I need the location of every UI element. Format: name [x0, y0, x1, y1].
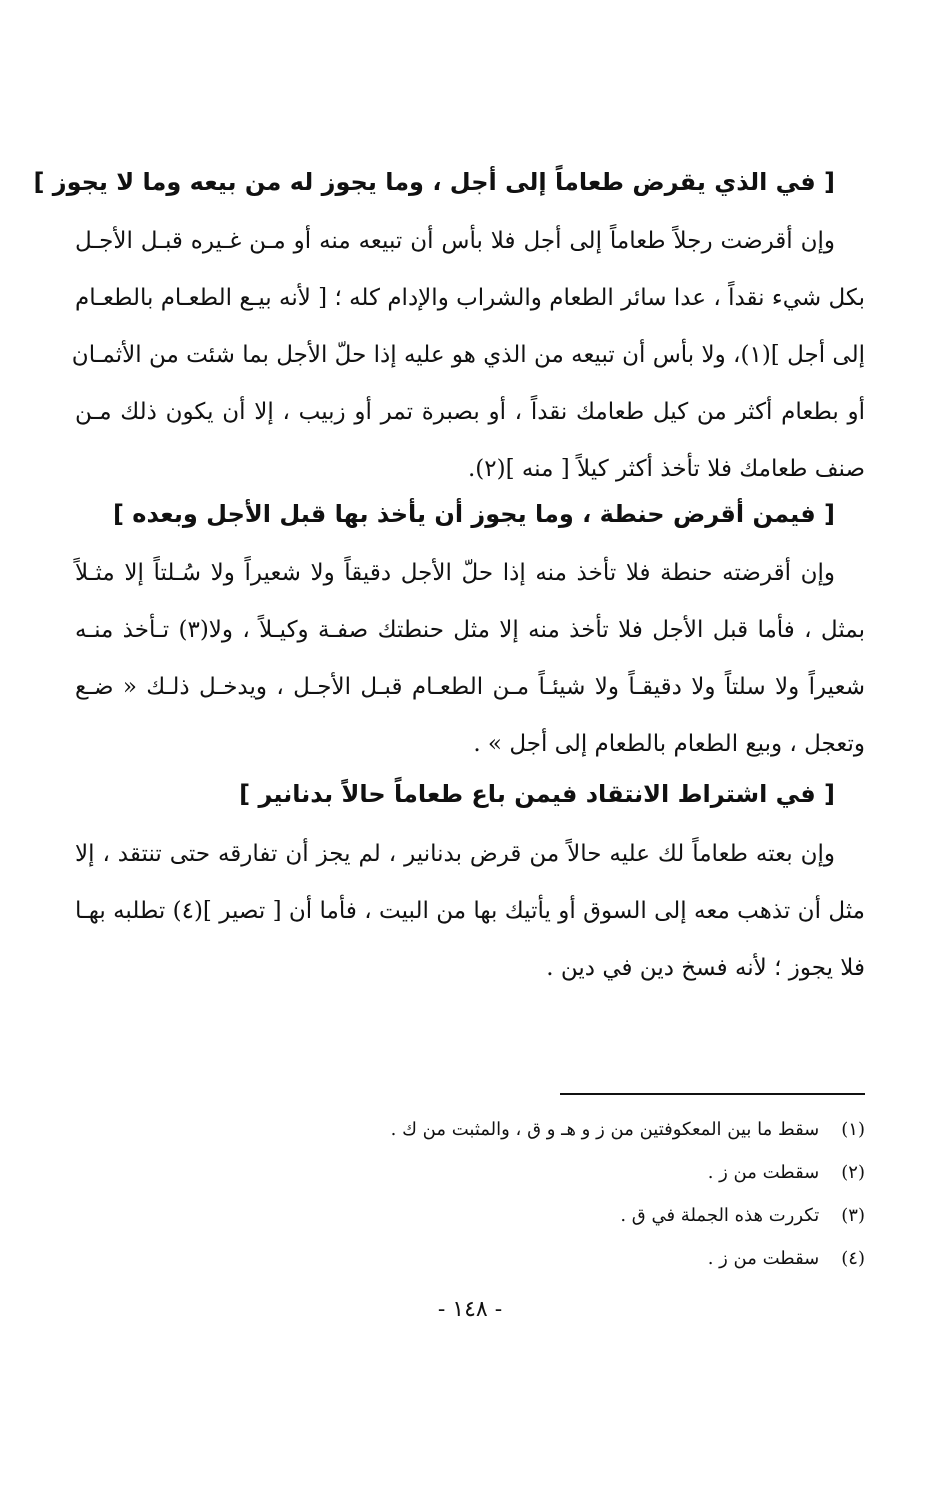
footnotes-list: [75, 1108, 865, 1280]
footnote-text: تكررت هذه الجملة في ق .: [620, 1205, 820, 1226]
paragraph-line: صنف طعامك فلا تأخذ أكثر كيلاً [ منه ](٢).: [467, 456, 865, 482]
footnote-item: [75, 1194, 865, 1237]
paragraph-line: فلا يجوز ؛ لأنه فسخ دين في دين .: [546, 955, 865, 981]
page-number: - ١٤٨ -: [437, 1297, 503, 1322]
paragraph-line: وتعجل ، وبيع الطعام بالطعام إلى أجل » .: [473, 731, 865, 757]
paragraph-line: وإن أقرضته حنطة فلا تأخذ منه إذا حلّ الأجل دقيقاً ولا شعيراً ولا سُـلتاً إلا مثـلاً: [75, 560, 835, 586]
section-paragraph-2: [75, 545, 865, 773]
footnote-item: [75, 1151, 865, 1194]
footnote-divider: [560, 1093, 865, 1095]
section-paragraph-1: [71, 213, 865, 498]
footnote-number: (٤): [841, 1248, 865, 1269]
paragraph-line: بكل شيء نقداً ، عدا سائر الطعام والشراب والإدام كله ؛ [ لأنه بيـع الطعـام بالطعـام: [75, 285, 865, 311]
footnote-text: سقطت من ز .: [707, 1248, 820, 1269]
book-page: [33, 0, 865, 1493]
section-paragraph-3: [75, 826, 865, 997]
paragraph-line: وإن أقرضت رجلاً طعاماً إلى أجل فلا بأس أن تبيعه منه أو مـن غـيره قبـل الأجـل: [75, 228, 835, 254]
footnote-item: [75, 1108, 865, 1151]
paragraph-line: وإن بعته طعاماً لك عليه حالاً من قرض بدنانير ، لم يجز أن تفارقه حتى تنتقد ، إلا: [75, 841, 835, 867]
section-heading-3: [ في اشتراط الانتقاد فيمن باع طعاماً حالاً بدنانير ]: [239, 780, 835, 808]
paragraph-line: بمثل ، فأما قبل الأجل فلا تأخذ منه إلا مثل حنطتك صفـة وكيـلاً ، ولا(٣) تـأخذ منـه: [75, 617, 865, 643]
footnote-number: (٢): [841, 1162, 865, 1183]
paragraph-line: إلى أجل ](١)، ولا بأس أن تبيعه من الذي هو عليه إذا حلّ الأجل بما شئت من الأثمـان: [71, 342, 865, 368]
paragraph-line: مثل أن تذهب معه إلى السوق أو يأتيك بها من البيت ، فأما أن [ تصير ](٤) تطلبه بهـا: [75, 898, 865, 924]
footnote-number: (١): [841, 1119, 865, 1140]
footnote-text: سقطت من ز .: [707, 1162, 820, 1183]
footnote-item: [75, 1237, 865, 1280]
paragraph-line: أو بطعام أكثر من كيل طعامك نقداً ، أو بصبرة تمر أو زبيب ، إلا أن يكون ذلك مـن: [75, 399, 865, 425]
footnote-number: (٣): [841, 1205, 865, 1226]
section-heading-2: [ فيمن أقرض حنطة ، وما يجوز أن يأخذ بها قبل الأجل وبعده ]: [112, 500, 835, 528]
footnote-text: سقط ما بين المعكوفتين من ز و هـ و ق ، والمثبت من ك .: [390, 1119, 820, 1140]
section-heading-1: [ في الذي يقرض طعاماً إلى أجل ، وما يجوز له من بيعه وما لا يجوز ]: [33, 168, 835, 196]
paragraph-line: شعيراً ولا سلتاً ولا دقيقـاً ولا شيئـاً مـن الطعـام قبـل الأجـل ، ويدخـل ذلـك « ضـع: [75, 674, 865, 700]
